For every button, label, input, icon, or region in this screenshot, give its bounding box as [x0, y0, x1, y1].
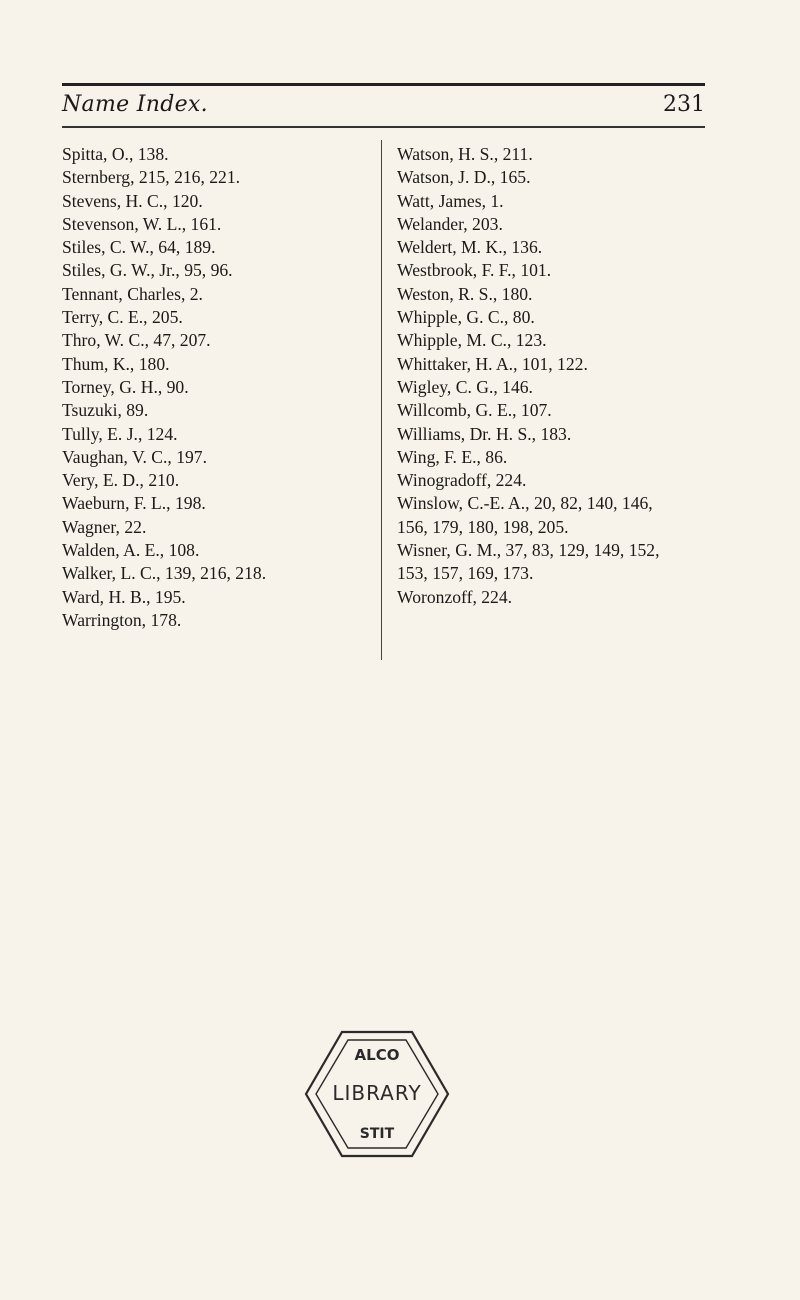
index-entry-text: Westbrook, F. F., 101. — [397, 260, 552, 281]
index-entry — [397, 469, 722, 492]
index-entry — [397, 143, 722, 166]
library-stamp-icon — [302, 1024, 452, 1164]
index-entry-text: Stevens, H. C., 120. — [62, 190, 203, 211]
index-entry — [62, 469, 377, 492]
index-entry — [397, 353, 722, 376]
index-entry — [397, 283, 722, 306]
index-entry-text: Tennant, Charles, 2. — [62, 283, 203, 304]
index-column-left — [62, 143, 377, 632]
index-entry-text: Very, E. D., 210. — [62, 470, 180, 491]
index-entry — [397, 213, 722, 236]
index-entry — [62, 609, 377, 632]
index-entry — [397, 376, 722, 399]
index-entry — [62, 423, 377, 446]
index-entry-text: Winogradoff, 224. — [397, 470, 527, 491]
stamp-top-text: ALCO — [354, 1046, 400, 1064]
page-header — [62, 92, 705, 128]
index-entry — [62, 283, 377, 306]
index-entry-text: Weston, R. S., 180. — [397, 283, 533, 304]
index-entry — [397, 306, 722, 329]
index-entry-text: Spitta, O., 138. — [62, 144, 169, 164]
index-entry — [397, 236, 722, 259]
index-entry — [62, 376, 377, 399]
index-entry — [397, 190, 722, 213]
index-entry-text: Terry, C. E., 205. — [62, 307, 183, 328]
index-entry — [397, 423, 722, 446]
column-divider — [381, 140, 382, 660]
index-entry-text: Stevenson, W. L., 161. — [62, 213, 222, 234]
index-entry-text: Watson, H. S., 211. — [397, 144, 533, 164]
index-entry-text: Wing, F. E., 86. — [397, 446, 508, 467]
index-entry — [62, 259, 377, 282]
index-entry-text: Stiles, G. W., Jr., 95, 96. — [62, 260, 233, 281]
index-entry-text: Thro, W. C., 47, 207. — [62, 330, 211, 351]
index-entry — [62, 586, 377, 609]
index-entry-text: Vaughan, V. C., 197. — [62, 446, 207, 467]
index-entry — [397, 492, 722, 539]
index-entry-continuation: 153, 157, 169, 173. — [397, 563, 534, 584]
page-title: Name Index. — [62, 92, 208, 117]
index-entry — [397, 259, 722, 282]
index-entry-text: Waeburn, F. L., 198. — [62, 493, 206, 514]
top-rule — [62, 83, 705, 86]
index-entry — [62, 143, 377, 166]
index-entry — [62, 399, 377, 422]
index-column-right — [397, 143, 722, 609]
index-entry-text: Ward, H. B., 195. — [62, 586, 186, 607]
index-entry-text: Welander, 203. — [397, 213, 503, 234]
index-entry — [62, 329, 377, 352]
index-entry — [62, 213, 377, 236]
index-entry-text: Warrington, 178. — [62, 609, 182, 630]
index-entry — [62, 306, 377, 329]
index-entry — [62, 236, 377, 259]
index-entry — [62, 446, 377, 469]
index-entry-text: Walker, L. C., 139, 216, 218. — [62, 563, 267, 584]
header-rule — [62, 126, 705, 128]
index-entry-text: Weldert, M. K., 136. — [397, 237, 543, 258]
index-entry-text: Williams, Dr. H. S., 183. — [397, 423, 572, 444]
stamp-bottom-text: STIT — [359, 1126, 395, 1142]
index-entry-text: Watt, James, 1. — [397, 190, 504, 211]
index-entry — [62, 562, 377, 585]
index-entry — [397, 446, 722, 469]
index-entry — [397, 586, 722, 609]
index-entry-text: Stiles, C. W., 64, 189. — [62, 237, 216, 258]
index-entry-text: Willcomb, G. E., 107. — [397, 400, 552, 421]
index-entry-text: Watson, J. D., 165. — [397, 167, 531, 188]
index-entry-text: Thum, K., 180. — [62, 353, 170, 374]
index-entry-text: Wigley, C. G., 146. — [397, 376, 533, 397]
page-number: 231 — [663, 92, 705, 117]
index-entry — [62, 353, 377, 376]
index-entry-text: Sternberg, 215, 216, 221. — [62, 167, 241, 188]
index-entry — [397, 166, 722, 189]
index-entry — [62, 492, 377, 515]
index-entry — [62, 166, 377, 189]
index-entry-text: Whipple, M. C., 123. — [397, 330, 547, 351]
index-entry-text: Whittaker, H. A., 101, 122. — [397, 353, 588, 374]
library-stamp — [302, 1024, 452, 1164]
index-entry-text: Torney, G. H., 90. — [62, 376, 189, 397]
index-entry — [62, 539, 377, 562]
index-entry — [397, 399, 722, 422]
index-entry — [397, 539, 722, 586]
index-entry-text: Winslow, C.-E. A., 20, 82, 140, 146, — [397, 493, 653, 514]
index-entry-text: Walden, A. E., 108. — [62, 540, 200, 561]
index-entry-text: Tully, E. J., 124. — [62, 423, 178, 444]
index-entry-text: Whipple, G. C., 80. — [397, 307, 535, 328]
index-entry-text: Woronzoff, 224. — [397, 586, 513, 607]
index-entry-text: Wisner, G. M., 37, 83, 129, 149, 152, — [397, 540, 660, 561]
index-entry — [62, 516, 377, 539]
index-entry — [62, 190, 377, 213]
index-entry-text: Wagner, 22. — [62, 516, 147, 537]
index-entry-continuation: 156, 179, 180, 198, 205. — [397, 516, 569, 537]
stamp-center-text: LIBRARY — [332, 1081, 422, 1105]
index-entry-text: Tsuzuki, 89. — [62, 400, 149, 421]
index-entry — [397, 329, 722, 352]
